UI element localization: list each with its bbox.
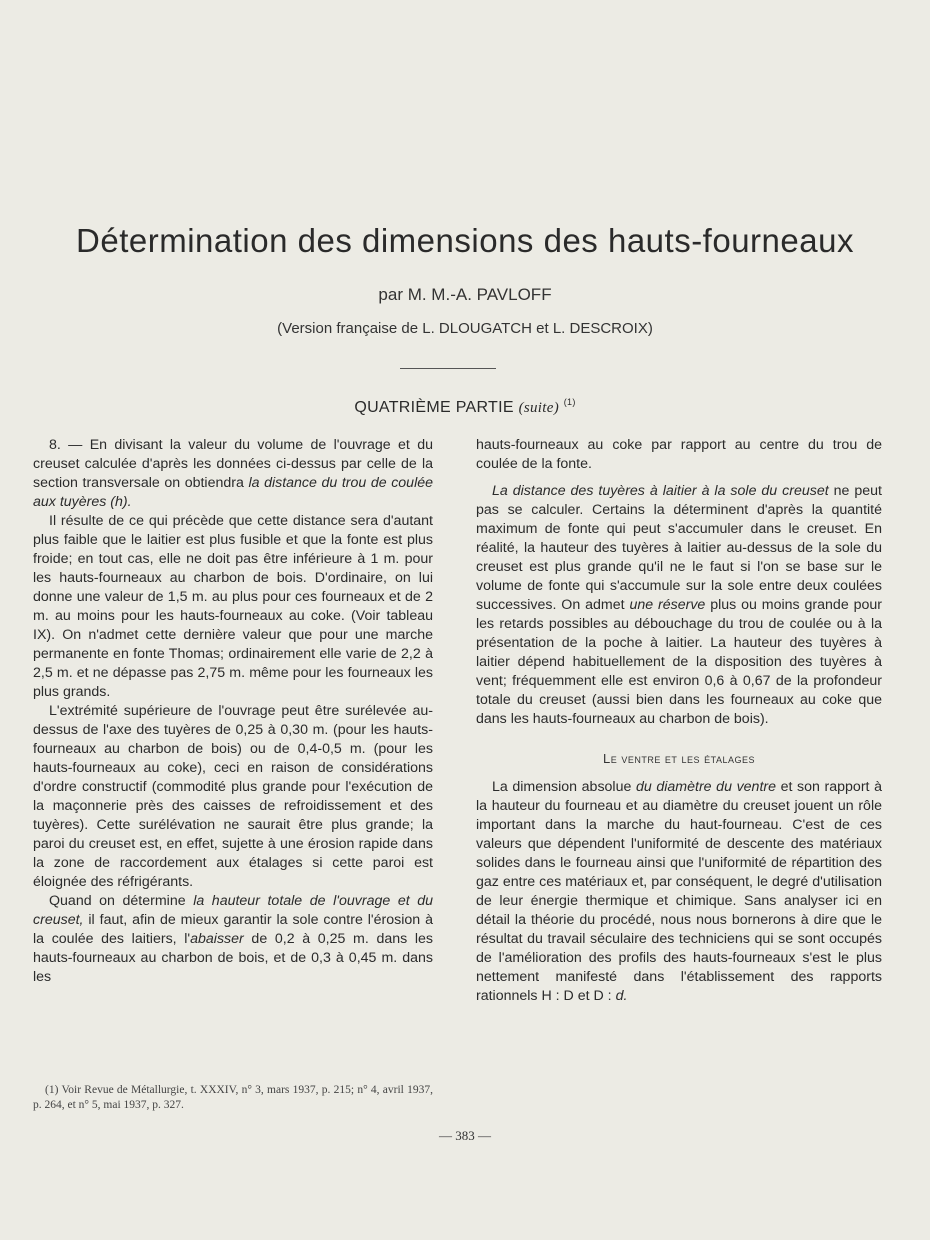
section-heading: Le ventre et les étalages [602,751,756,766]
title-divider [400,368,496,369]
part-heading [0,397,930,417]
article-title: Détermination des dimensions des hauts-fourneaux [76,222,854,259]
article-byline: par M. M.-A. PAVLOFF [378,285,552,304]
part-label: QUATRIÈME PARTIE [354,399,514,416]
part-suite: (suite) [518,400,559,416]
right-column [476,436,882,1006]
paragraph: 8. — En divisant la valeur du volume de l'ouvrage et du creuset calculée d'après les données ci-dessus par celle de la section transversale on obtiendra la distance du trou de coulée aux tuyères (h). [33,437,433,510]
paragraph: hauts-fourneaux au coke par rapport au centre du trou de coulée de la fonte. [476,437,882,472]
paragraph: Quand on détermine la hauteur totale de l'ouvrage et du creuset, il faut, afin de mieux garantir la sole contre l'érosion à la coulée des laitiers, l'abaisser de 0,2 à 0,25 m. dans les hauts-fourneaux au charbon de bois, et de 0,3 à 0,45 m. dans les [33,893,434,985]
footnote-text: (1) Voir Revue de Métallurgie, t. XXXIV, n° 3, mars 1937, p. 215; n° 4, avril 1937, p. 264, et n° 5, mai 1937, p. 327. [33,1084,433,1111]
paragraph: Il résulte de ce qui précède que cette distance sera d'autant plus faible que le laitier est plus fusible et que la fonte est plus froide; en tout cas, elle ne doit pas être inférieure à 1 m. pour les hauts-fourneaux au charbon de bois. D'ordinaire, on lui donne une valeur de 1,5 m. au plus pour ces fourneaux et de 2 m. au moins pour les hauts-fourneaux au coke. (Voir tableau IX). On n'admet cette dernière valeur que pour une marche permanente en fonte Thomas; ordinairement elle varie de 2,2 à 2,5 m. et ne dépasse pas 2,75 m. même pour les fourneaux les plus grands. [33,513,433,700]
paragraph: L'extrémité supérieure de l'ouvrage peut être surélevée au-dessus de l'axe des tuyères de 0,25 à 0,30 m. (pour les hauts-fourneaux au charbon de bois) ou de 0,4-0,5 m. (pour les hauts-fourneaux au coke), ceci en raison de considérations d'ordre constructif (commodité plus grande pour l'exécution de la maçonnerie près des caisses de refroidissement et des tuyères). Cette surélévation ne saurait être plus grande; la paroi du creuset est, en effet, sujette à une érosion rapide dans la zone de raccordement aux étalages si cette paroi est éloignée des réfrigérants. [33,703,433,890]
page-number: — 383 — [439,1128,491,1143]
footnote [33,1083,433,1113]
part-footnote-ref: (1) [563,397,576,407]
paragraph: La distance des tuyères à laitier à la sole du creuset ne peut pas se calculer. Certains la déterminent d'après la quantité maximum de fonte qui peut s'accumuler dans le creuset. En réalité, la hauteur des tuyères à laitier au-dessus de la sole du creuset est plus grande qu'il ne le faut si l'on se base sur le volume de fonte qui s'accumule sur la sole entre deux coulées successives. On admet une réserve plus ou moins grande pour les retards possibles au débouchage du trou de coulée ou à la présentation de la poche à laitier. La hauteur des tuyères à laitier dépend habituellement de la disposition des tuyères à vent; fréquemment elle est environ 0,6 à 0,67 de la profondeur totale du creuset (aussi bien dans les fourneaux au coke que dans les hauts-fourneaux au charbon de bois). [476,483,883,727]
translation-credit: (Version française de L. DLOUGATCH et L. DESCROIX) [277,320,653,337]
paragraph: La dimension absolue du diamètre du ventre et son rapport à la hauteur du fourneau et au diamètre du creuset jouent un rôle important dans la marche du haut-fourneau. C'est de ces valeurs que dépendent l'uniformité de descente des matériaux solides dans le fourneau ainsi que l'uniformité de répartition des gaz entre ces matériaux et, par conséquent, le degré d'utilisation de leur énergie thermique et chimique. Sans analyser ici en détail la théorie du procédé, nous nous bornerons à dire que le résultat du travail séculaire des techniciens qui se sont occupés de l'amélioration des profils des hauts-fourneaux s'est le plus nettement manifesté dans l'établissement des rapports rationnels H : D et D : d. [476,779,882,1004]
left-column [33,436,433,987]
